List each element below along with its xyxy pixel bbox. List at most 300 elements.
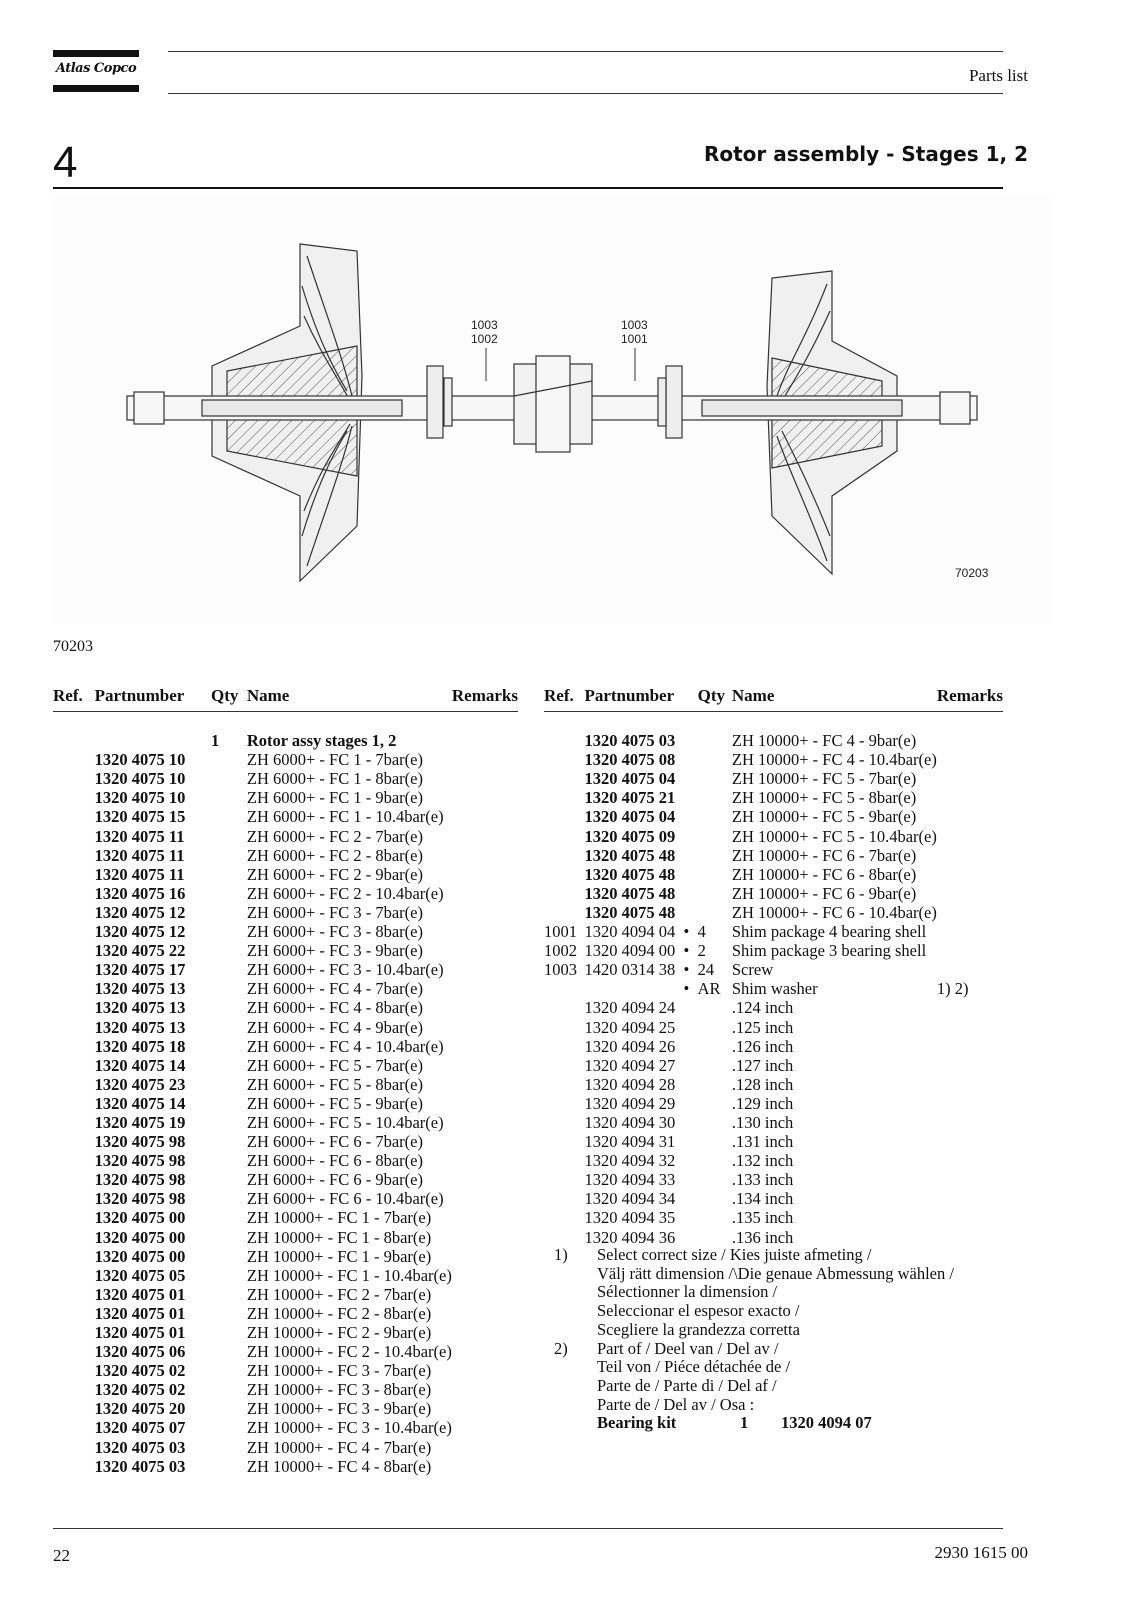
row-name: ZH 10000+ - FC 4 - 7bar(e)	[246, 1437, 432, 1457]
row-part-number: 1320 4075 98	[94, 1170, 186, 1190]
row-ref	[53, 1189, 95, 1208]
drawing-number: 70203	[955, 566, 989, 580]
row-name: ZH 10000+ - FC 4 - 8bar(e)	[246, 1456, 432, 1476]
note-line: Part of / Deel van / Del av /	[597, 1338, 779, 1358]
row-ref	[53, 1094, 95, 1113]
row-remarks	[452, 1361, 518, 1380]
row-remarks	[452, 1399, 518, 1418]
bearing-kit-row	[544, 1414, 1014, 1433]
row-ref: 1001	[544, 922, 577, 942]
row-part-number: 1320 4094 04	[584, 922, 676, 942]
row-bullet	[197, 1399, 211, 1418]
table-row	[544, 1056, 1003, 1075]
row-part-number: 1320 4094 33	[584, 1170, 676, 1190]
row-part-number: 1320 4075 19	[94, 1112, 186, 1132]
table-row	[544, 1018, 1003, 1037]
footer-rule	[53, 1528, 1003, 1529]
row-remarks	[452, 1075, 518, 1094]
note-line: Sélectionner la dimension /	[597, 1282, 778, 1302]
bearing-kit-qty: 1	[740, 1413, 749, 1433]
row-ref	[53, 1418, 95, 1437]
row-bullet	[197, 1438, 211, 1457]
row-qty	[698, 1170, 732, 1189]
row-bullet	[197, 1094, 211, 1113]
callout-1003-left: 1003	[471, 318, 498, 332]
bearing-kit-part-number: 1320 4094 07	[781, 1413, 872, 1433]
row-remarks	[452, 1228, 518, 1247]
header-rule-top	[168, 51, 1003, 52]
row-part-number: 1320 4094 29	[584, 1093, 676, 1113]
row-part-number: 1320 4075 02	[94, 1361, 186, 1381]
row-qty	[211, 788, 247, 807]
row-part-number: 1320 4075 00	[94, 1246, 186, 1266]
row-part-number: 1320 4075 13	[94, 1017, 186, 1037]
row-name: .125 inch	[731, 1017, 794, 1037]
row-qty	[698, 1056, 732, 1075]
row-ref	[53, 846, 95, 865]
row-ref	[544, 1208, 584, 1227]
table-row	[53, 1228, 518, 1247]
row-bullet	[197, 960, 211, 979]
row-name: ZH 10000+ - FC 5 - 7bar(e)	[731, 769, 917, 789]
col-qty: Qty	[698, 686, 732, 712]
row-ref	[53, 979, 95, 998]
row-remarks	[937, 903, 1003, 922]
row-bullet	[197, 1132, 211, 1151]
row-qty	[698, 731, 732, 750]
table-row	[544, 731, 1003, 750]
row-qty	[698, 769, 732, 788]
row-part-number: 1320 4075 98	[94, 1132, 186, 1152]
row-bullet	[197, 1304, 211, 1323]
row-ref	[53, 1018, 95, 1037]
row-name: ZH 10000+ - FC 2 - 10.4bar(e)	[246, 1342, 452, 1362]
row-qty: 1	[211, 731, 220, 751]
row-ref	[53, 1380, 95, 1399]
table-row	[544, 903, 1003, 922]
row-name: ZH 6000+ - FC 3 - 10.4bar(e)	[246, 960, 444, 980]
row-ref	[53, 1342, 95, 1361]
row-qty	[698, 1228, 732, 1247]
table-row	[53, 807, 518, 826]
row-bullet	[197, 846, 211, 865]
callout-1003-right: 1003	[621, 318, 648, 332]
row-bullet	[684, 731, 698, 750]
row-part-number: 1320 4094 26	[584, 1036, 676, 1056]
row-name: ZH 10000+ - FC 4 - 9bar(e)	[731, 731, 917, 751]
row-part-number: 1320 4075 10	[94, 788, 186, 808]
note-line: Parte de / Parte di / Del af /	[597, 1375, 777, 1395]
row-ref	[53, 1075, 95, 1094]
row-name: Shim washer	[731, 979, 818, 999]
row-qty: 4	[697, 922, 706, 942]
row-part-number: 1320 4075 03	[584, 731, 676, 751]
table-row	[53, 1285, 518, 1304]
col-part-number: Partnumber	[584, 686, 683, 712]
row-ref	[544, 846, 584, 865]
table-row	[53, 1018, 518, 1037]
row-part-number: 1320 4075 13	[94, 998, 186, 1018]
row-qty	[211, 1037, 247, 1056]
table-row	[544, 1037, 1003, 1056]
row-qty	[211, 827, 247, 846]
row-remarks	[937, 1037, 1003, 1056]
row-ref	[53, 1285, 95, 1304]
row-part-number: 1320 4075 20	[94, 1399, 186, 1419]
row-name: .133 inch	[731, 1170, 794, 1190]
note-marker: 1)	[554, 1245, 568, 1264]
row-qty	[211, 846, 247, 865]
row-remarks	[937, 1208, 1003, 1227]
row-ref	[53, 750, 95, 769]
row-name: ZH 10000+ - FC 1 - 9bar(e)	[246, 1246, 432, 1266]
row-bullet	[197, 1247, 211, 1266]
row-name: .127 inch	[731, 1055, 794, 1075]
row-name: ZH 10000+ - FC 3 - 7bar(e)	[246, 1361, 432, 1381]
row-ref	[544, 827, 584, 846]
notes-section	[544, 1246, 1014, 1433]
row-remarks	[452, 1037, 518, 1056]
table-header-row	[53, 686, 518, 712]
row-bullet	[684, 1228, 698, 1247]
row-name: ZH 6000+ - FC 3 - 7bar(e)	[246, 902, 423, 922]
row-name: ZH 6000+ - FC 2 - 10.4bar(e)	[246, 883, 444, 903]
table-row	[53, 865, 518, 884]
rotor-drawing	[52, 196, 1052, 624]
row-part-number: 1320 4075 18	[94, 1036, 186, 1056]
row-qty	[211, 1189, 247, 1208]
row-bullet	[197, 1056, 211, 1075]
row-ref	[544, 884, 584, 903]
row-bullet: •	[683, 979, 690, 999]
table-row	[544, 1189, 1003, 1208]
row-qty	[211, 1380, 247, 1399]
row-part-number: 1320 4094 00	[584, 941, 676, 961]
row-qty	[698, 1208, 732, 1227]
row-qty	[211, 1361, 247, 1380]
row-name: ZH 6000+ - FC 2 - 7bar(e)	[246, 826, 423, 846]
row-remarks	[452, 750, 518, 769]
callout-1002: 1002	[471, 332, 498, 346]
table-row	[544, 1170, 1003, 1189]
row-name: ZH 6000+ - FC 5 - 7bar(e)	[246, 1055, 423, 1075]
row-qty	[211, 1285, 247, 1304]
row-remarks	[452, 1247, 518, 1266]
row-bullet	[197, 1342, 211, 1361]
row-remarks	[937, 960, 1003, 979]
row-part-number: 1320 4094 31	[584, 1132, 676, 1152]
row-ref	[544, 1151, 584, 1170]
row-ref	[544, 750, 584, 769]
table-row	[53, 884, 518, 903]
table-row	[53, 1113, 518, 1132]
row-qty	[698, 998, 732, 1017]
row-name: ZH 6000+ - FC 6 - 9bar(e)	[246, 1170, 423, 1190]
row-bullet	[684, 769, 698, 788]
row-ref	[53, 1457, 95, 1476]
row-part-number: 1320 4075 23	[94, 1074, 186, 1094]
row-remarks	[452, 827, 518, 846]
row-remarks	[937, 941, 1003, 960]
row-remarks	[452, 731, 518, 750]
row-ref	[53, 1170, 95, 1189]
col-ref: Ref.	[544, 686, 584, 712]
row-remarks	[452, 998, 518, 1017]
row-part-number: 1320 4094 25	[584, 1017, 676, 1037]
row-ref	[544, 865, 584, 884]
row-part-number: 1320 4075 06	[94, 1342, 186, 1362]
row-ref	[53, 1323, 95, 1342]
note-line: Seleccionar el espesor exacto /	[597, 1301, 800, 1321]
table-row	[53, 750, 518, 769]
row-qty	[211, 1247, 247, 1266]
row-remarks	[452, 1151, 518, 1170]
row-remarks	[452, 1304, 518, 1323]
row-qty: 2	[697, 941, 706, 961]
row-ref: 1003	[544, 960, 577, 980]
row-bullet	[684, 998, 698, 1017]
page-number: 22	[53, 1546, 70, 1565]
row-part-number: 1320 4075 11	[94, 864, 185, 884]
table-spacer-row	[544, 712, 1003, 732]
table-row	[53, 1075, 518, 1094]
row-bullet	[197, 998, 211, 1017]
row-part-number: 1320 4075 48	[584, 883, 676, 903]
table-row	[53, 769, 518, 788]
table-row	[53, 1418, 518, 1437]
row-qty	[211, 960, 247, 979]
row-qty	[698, 788, 732, 807]
row-ref	[53, 1399, 95, 1418]
row-name: ZH 6000+ - FC 1 - 7bar(e)	[246, 750, 423, 770]
row-qty	[211, 1304, 247, 1323]
row-bullet	[684, 1170, 698, 1189]
row-bullet: •	[683, 941, 690, 961]
row-name: .128 inch	[731, 1074, 794, 1094]
row-bullet	[684, 903, 698, 922]
row-qty	[211, 1342, 247, 1361]
row-qty	[211, 1266, 247, 1285]
row-remarks	[452, 1056, 518, 1075]
row-name: ZH 10000+ - FC 2 - 8bar(e)	[246, 1303, 432, 1323]
row-remarks	[452, 1208, 518, 1227]
row-bullet	[197, 1075, 211, 1094]
table-row	[53, 1361, 518, 1380]
row-remarks	[452, 1380, 518, 1399]
table-row	[544, 960, 1003, 979]
row-part-number	[584, 979, 683, 998]
table-row	[544, 1228, 1003, 1247]
row-ref	[53, 884, 95, 903]
row-name: .135 inch	[731, 1208, 794, 1228]
row-bullet	[197, 1266, 211, 1285]
row-bullet	[197, 865, 211, 884]
row-name: ZH 6000+ - FC 6 - 10.4bar(e)	[246, 1189, 444, 1209]
row-bullet	[197, 979, 211, 998]
row-name: ZH 10000+ - FC 5 - 8bar(e)	[731, 788, 917, 808]
row-name: .130 inch	[731, 1112, 794, 1132]
table-row	[544, 1113, 1003, 1132]
row-bullet	[197, 903, 211, 922]
row-name: ZH 10000+ - FC 3 - 10.4bar(e)	[246, 1418, 452, 1438]
col-ref: Ref.	[53, 686, 95, 712]
row-remarks	[452, 1018, 518, 1037]
row-bullet	[684, 1189, 698, 1208]
row-remarks	[452, 1094, 518, 1113]
row-bullet	[197, 1113, 211, 1132]
row-remarks	[452, 903, 518, 922]
row-name: Screw	[731, 960, 774, 980]
row-qty	[211, 1113, 247, 1132]
row-remarks	[452, 1113, 518, 1132]
row-part-number: 1320 4094 32	[584, 1151, 676, 1171]
row-ref	[544, 1170, 584, 1189]
table-row	[544, 865, 1003, 884]
col-name: Name	[732, 686, 937, 712]
row-name: ZH 10000+ - FC 6 - 8bar(e)	[731, 864, 917, 884]
row-bullet	[684, 1132, 698, 1151]
row-qty	[698, 846, 732, 865]
row-part-number: 1320 4075 01	[94, 1303, 186, 1323]
row-remarks	[452, 1132, 518, 1151]
row-ref	[544, 1056, 584, 1075]
row-qty	[211, 1170, 247, 1189]
row-part-number: 1320 4075 03	[94, 1456, 186, 1476]
row-ref	[544, 1037, 584, 1056]
table-row	[544, 884, 1003, 903]
row-remarks	[937, 1132, 1003, 1151]
row-remarks	[937, 998, 1003, 1017]
row-qty	[698, 1037, 732, 1056]
atlas-copco-logo	[53, 50, 139, 94]
row-part-number: 1320 4075 07	[94, 1418, 186, 1438]
row-name: ZH 10000+ - FC 6 - 9bar(e)	[731, 883, 917, 903]
row-remarks	[937, 922, 1003, 941]
row-part-number: 1320 4075 15	[94, 807, 186, 827]
row-part-number: 1320 4075 48	[584, 864, 676, 884]
header-rule-bottom	[168, 93, 1003, 94]
row-part-number: 1320 4075 48	[584, 902, 676, 922]
row-ref	[53, 1037, 95, 1056]
note-1	[544, 1246, 1014, 1340]
row-name: ZH 6000+ - FC 4 - 9bar(e)	[246, 1017, 423, 1037]
row-qty	[211, 1323, 247, 1342]
parts-table-right	[544, 686, 1003, 1247]
row-bullet	[684, 1094, 698, 1113]
row-ref	[544, 1132, 584, 1151]
row-remarks	[452, 1189, 518, 1208]
table-row	[53, 1342, 518, 1361]
row-ref: 1002	[544, 941, 577, 961]
row-bullet	[197, 1151, 211, 1170]
row-remarks	[452, 788, 518, 807]
row-remarks	[937, 788, 1003, 807]
table-row	[544, 979, 1003, 998]
col-remarks: Remarks	[937, 686, 1003, 712]
col-remarks: Remarks	[452, 686, 518, 712]
row-part-number	[95, 731, 198, 750]
row-part-number: 1320 4094 36	[584, 1227, 676, 1247]
row-qty: AR	[697, 979, 721, 999]
row-remarks	[452, 846, 518, 865]
row-ref	[53, 1151, 95, 1170]
row-part-number: 1320 4075 48	[584, 845, 676, 865]
row-name: .134 inch	[731, 1189, 794, 1209]
row-remarks	[452, 1266, 518, 1285]
table-header-row	[544, 686, 1003, 712]
row-remarks	[937, 1189, 1003, 1208]
row-ref	[53, 769, 95, 788]
col-qty: Qty	[211, 686, 247, 712]
center-sleeve	[514, 356, 592, 452]
row-bullet	[684, 1208, 698, 1227]
table-row	[544, 1075, 1003, 1094]
row-remarks	[452, 922, 518, 941]
row-name: ZH 10000+ - FC 3 - 8bar(e)	[246, 1380, 432, 1400]
row-remarks	[937, 807, 1003, 826]
row-qty	[698, 884, 732, 903]
row-bullet	[197, 788, 211, 807]
row-part-number: 1320 4075 04	[584, 807, 676, 827]
row-part-number: 1320 4075 05	[94, 1265, 186, 1285]
row-bullet	[197, 884, 211, 903]
row-ref	[53, 807, 95, 826]
table-row	[544, 827, 1003, 846]
row-qty	[698, 903, 732, 922]
row-qty	[211, 941, 247, 960]
row-ref	[53, 827, 95, 846]
row-bullet	[197, 1170, 211, 1189]
row-qty	[211, 1018, 247, 1037]
row-name: ZH 10000+ - FC 5 - 10.4bar(e)	[731, 826, 937, 846]
row-qty	[211, 1418, 247, 1437]
row-name: ZH 6000+ - FC 4 - 7bar(e)	[246, 979, 423, 999]
row-ref	[53, 1438, 95, 1457]
row-qty	[211, 1094, 247, 1113]
row-part-number: 1320 4075 16	[94, 883, 186, 903]
note-text	[597, 1340, 790, 1415]
row-remarks	[452, 807, 518, 826]
row-bullet	[197, 1228, 211, 1247]
title-rule	[53, 187, 1003, 189]
row-name: Shim package 4 bearing shell	[731, 922, 927, 942]
row-part-number: 1320 4075 00	[94, 1208, 186, 1228]
row-remarks	[452, 1285, 518, 1304]
row-part-number: 1320 4075 14	[94, 1055, 186, 1075]
row-remarks	[452, 960, 518, 979]
row-ref	[544, 788, 584, 807]
row-remarks	[937, 750, 1003, 769]
row-name: Shim package 3 bearing shell	[731, 941, 927, 961]
row-ref	[544, 1189, 584, 1208]
row-part-number: 1320 4075 01	[94, 1323, 186, 1342]
row-remarks	[452, 769, 518, 788]
row-part-number: 1320 4075 08	[584, 750, 676, 770]
row-ref	[53, 788, 95, 807]
row-bullet	[684, 1151, 698, 1170]
row-remarks	[452, 1323, 518, 1342]
row-remarks	[452, 1457, 518, 1476]
row-part-number: 1320 4075 98	[94, 1151, 186, 1171]
note-line: Select correct size / Kies juiste afmeting /	[597, 1245, 872, 1264]
row-qty	[698, 827, 732, 846]
callout-1001: 1001	[621, 332, 648, 346]
note-2	[544, 1340, 1014, 1415]
table-row	[53, 1132, 518, 1151]
row-ref	[53, 998, 95, 1017]
row-ref	[53, 922, 95, 941]
row-ref	[53, 903, 95, 922]
